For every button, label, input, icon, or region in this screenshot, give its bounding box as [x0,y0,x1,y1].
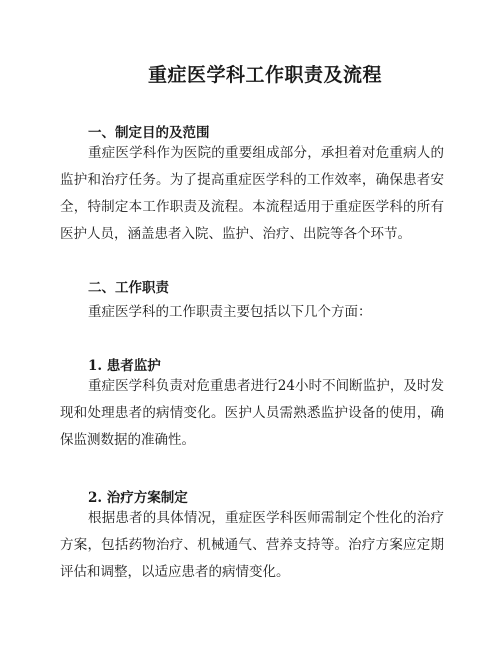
section-paragraph-purpose: 重症医学科作为医院的重要组成部分，承担着对危重病人的监护和治疗任务。为了提高重症医学科的工作效率，确保患者安全，特制定本工作职责及流程。本流程适用于重症医学科的所有医护人员，涵盖患者入院、监护、治疗、出院等各个环节。 [60,145,444,242]
section-heading-monitoring: 1. 患者监护 [88,358,161,374]
section-heading-treatment: 2. 治疗方案制定 [88,490,188,506]
section-paragraph-treatment: 根据患者的具体情况，重症医学科医师需制定个性化的治疗方案，包括药物治疗、机械通气、营养支持等。治疗方案应定期评估和调整，以适应患者的病情变化。 [60,510,444,580]
document-title: 重症医学科工作职责及流程 [147,64,382,86]
section-heading-duties: 二、工作职责 [88,280,169,296]
section-paragraph-duties: 重症医学科的工作职责主要包括以下几个方面： [88,304,372,320]
section-heading-purpose: 一、制定目的及范围 [88,125,210,141]
section-paragraph-monitoring: 重症医学科负责对危重患者进行24小时不间断监护，及时发现和处理患者的病情变化。医护人员需熟悉监护设备的使用，确保监测数据的准确性。 [60,378,444,448]
